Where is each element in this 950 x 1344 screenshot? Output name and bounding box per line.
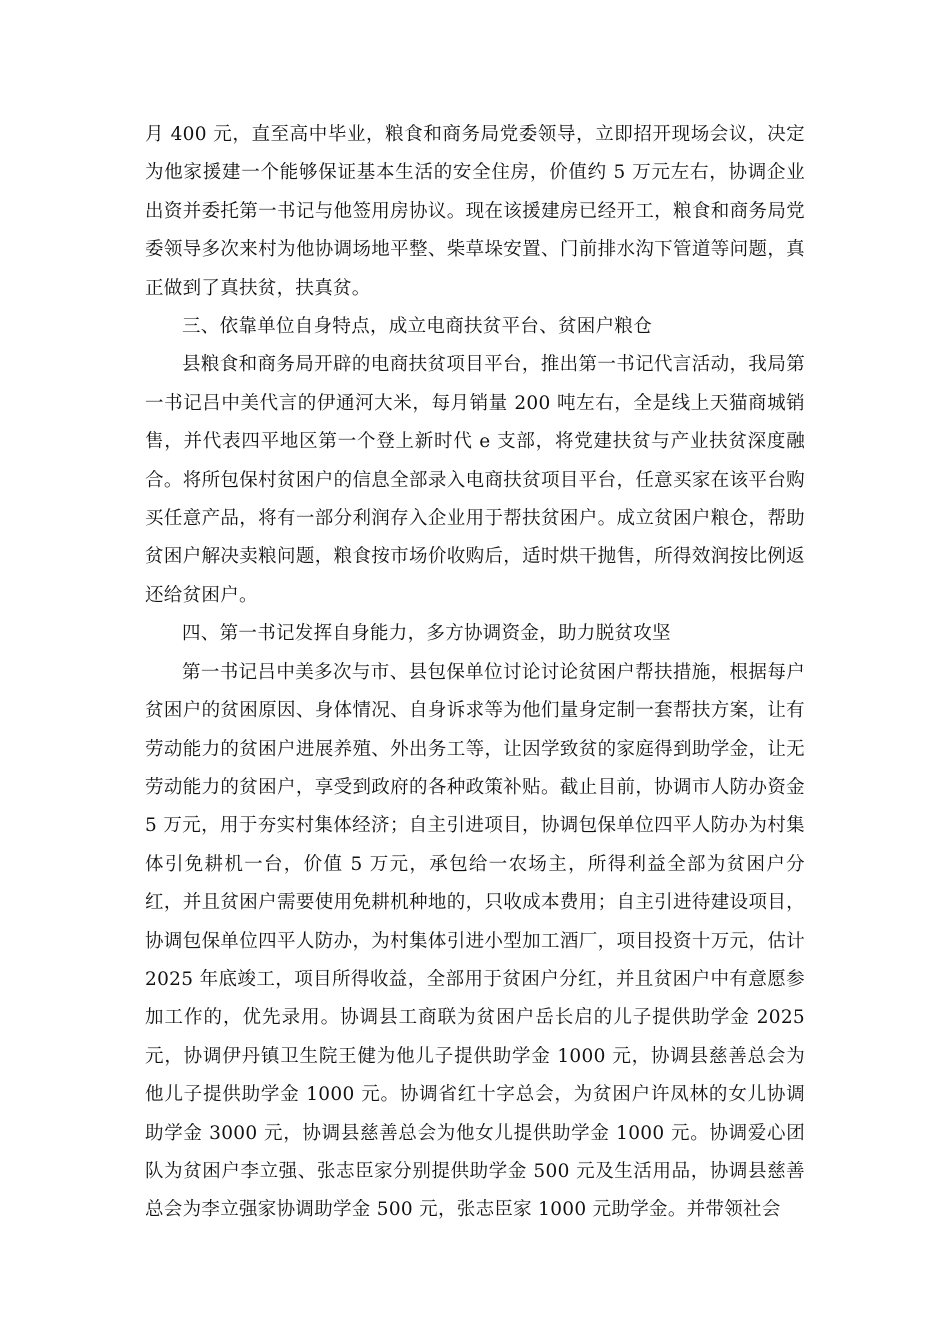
paragraph-ecommerce: 县粮食和商务局开辟的电商扶贫项目平台，推出第一书记代言活动，我局第一书记吕中美代言的伊通河大米，每月销量 200 吨左右，全是线上天猫商城销售，并代表四平地区第一个登上新时代 e 支部，将党建扶贫与产业扶贫深度融合。将所包保村贫困户的信息全部录入电商扶贫项目平台，任意买家在该平台购买任意产品，将有一部分利润存入企业用于帮扶贫困户。成立贫困户粮仓，帮助贫困户解决卖粮问题，粮食按市场价收购后，适时烘干抛售，所得效润按比例返还给贫困户。 (145, 354, 805, 606)
paragraph-first-secretary: 第一书记吕中美多次与市、县包保单位讨论讨论贫困户帮扶措施，根据每户贫困户的贫困原因、身体情况、自身诉求等为他们量身定制一套帮扶方案，让有劳动能力的贫困户进展养殖、外出务工等，让因学致贫的家庭得到助学金，让无劳动能力的贫困户，享受到政府的各种政策补贴。截止目前，协调市人防办资金 5 万元，用于夯实村集体经济；自主引进项目，协调包保单位四平人防办为村集体引免耕机一台，价值 5 万元，承包给一农场主，所得利益全部为贫困户分红，并且贫困户需要使用免耕机种地的，只收成本费用；自主引进待建设项目，协调包保单位四平人防办，为村集体引进小型加工酒厂，项目投资十万元，估计 2025 年底竣工，项目所得收益，全部用于贫困户分红，并且贫困户中有意愿参加工作的，优先录用。协调县工商联为贫困户岳长启的儿子提供助学金 2025 元，协调伊丹镇卫生院王健为他儿子提供助学金 1000 元，协调县慈善总会为他儿子提供助学金 1000 元。协调省红十字总会，为贫困户许凤林的女儿协调助学金 3000 元，协调县慈善总会为他女儿提供助学金 1000 元。协调爱心团队为贫困户李立强、张志臣家分别提供助学金 500 元及生活用品，协调县慈善总会为李立强家协调助学金 500 元，张志臣家 1000 元助学金。并带领社会 (145, 661, 805, 1221)
document-body (145, 116, 805, 1230)
section-heading-3: 三、依靠单位自身特点，成立电商扶贫平台、贫困户粮仓 (182, 316, 653, 338)
section-heading-4: 四、第一书记发挥自身能力，多方协调资金，助力脱贫攻坚 (182, 623, 671, 645)
paragraph-continuation: 月 400 元，直至高中毕业，粮食和商务局党委领导，立即招开现场会议，决定为他家援建一个能够保证基本生活的安全住房，价值约 5 万元左右，协调企业出资并委托第一书记与他签用房协议。现在该援建房已经开工，粮食和商务局党委领导多次来村为他协调场地平整、柴草垛安置、门前排水沟下管道等问题，真正做到了真扶贫，扶真贫。 (145, 124, 805, 299)
